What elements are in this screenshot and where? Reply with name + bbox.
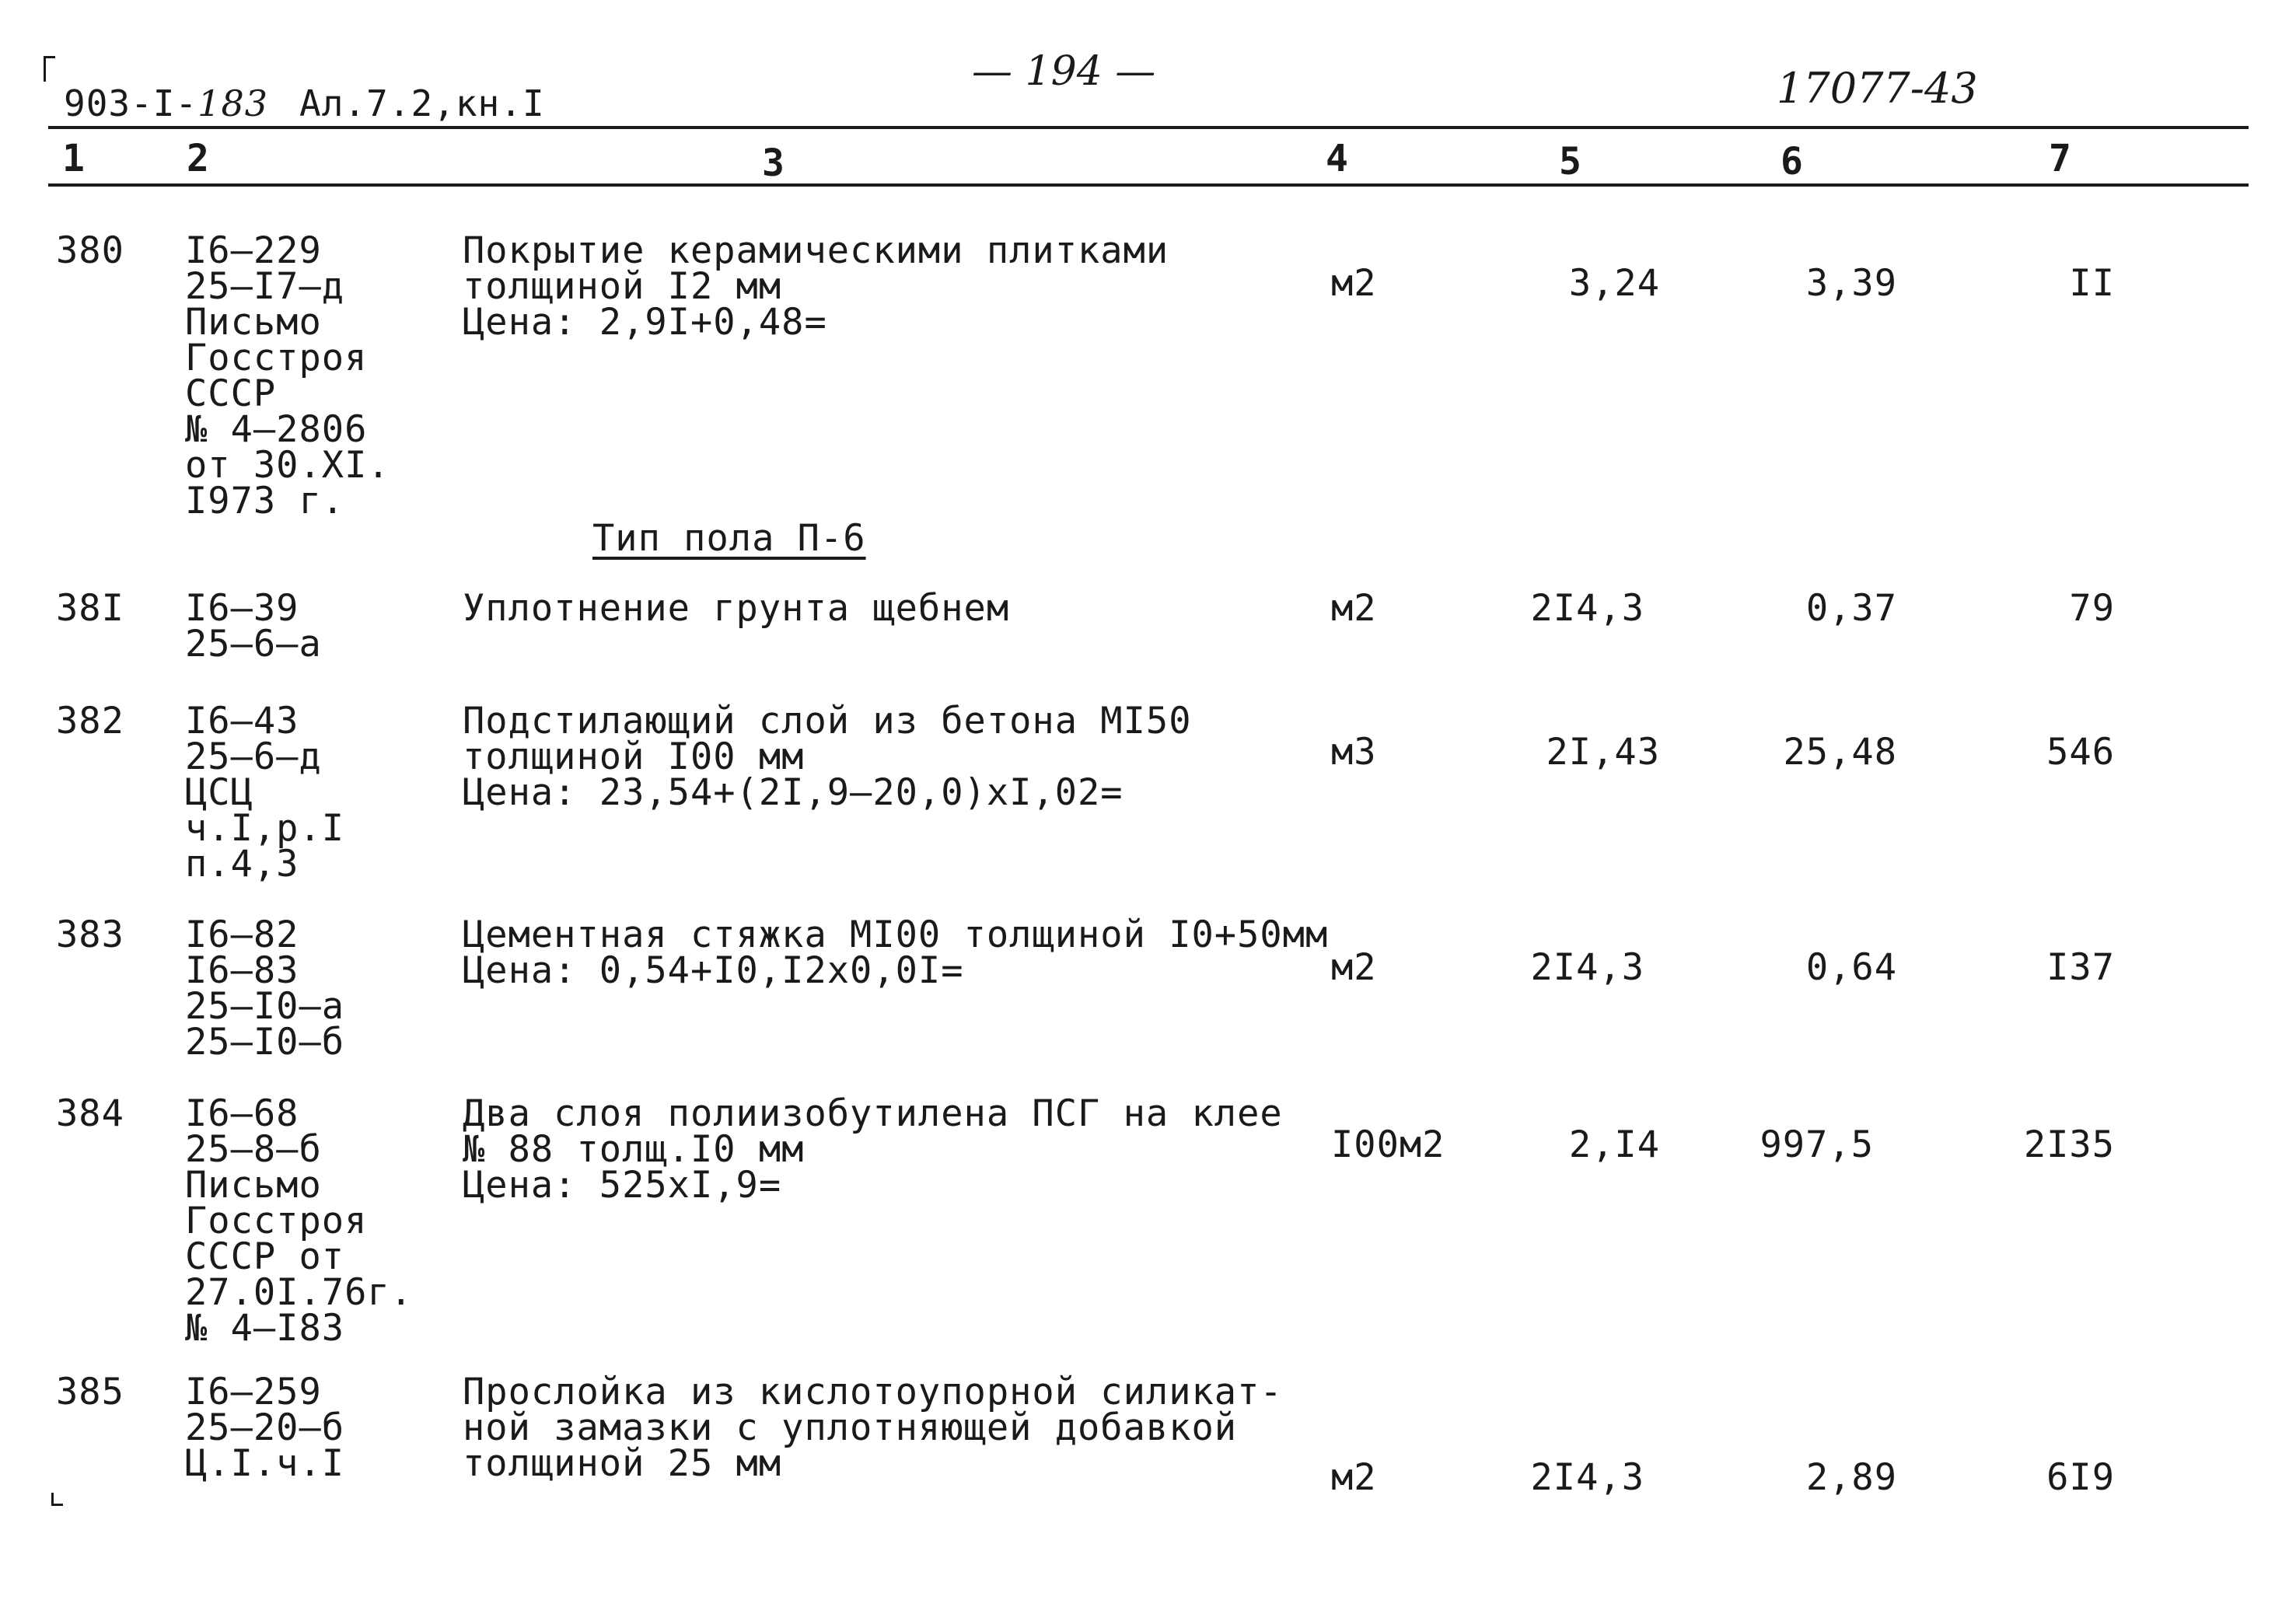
row-unit-price: 0,64	[1805, 946, 1897, 989]
row-quantity: 2I4,3	[1530, 946, 1644, 989]
col-num-6: 6	[1781, 140, 1803, 183]
row-unit-price: 2,89	[1805, 1456, 1897, 1499]
col-num-1: 1	[62, 137, 85, 180]
col-num-4: 4	[1326, 137, 1348, 180]
row-total: 79	[2069, 587, 2115, 630]
row-unit-price: 0,37	[1805, 587, 1897, 630]
row-unit: м2	[1331, 262, 1377, 305]
header-top-rule	[48, 126, 2249, 129]
row-number: 384	[56, 1092, 124, 1135]
doc-code-handwritten: 183	[197, 82, 268, 124]
row-unit-price: 25,48	[1783, 731, 1897, 774]
doc-code	[64, 82, 268, 124]
row-quantity: 2I4,3	[1530, 1456, 1644, 1499]
archive-number: 17077-43	[1777, 64, 1978, 113]
row-total: II	[2069, 262, 2115, 305]
section-title: Тип пола П-6	[592, 517, 866, 560]
row-unit-price: 997,5	[1760, 1123, 1874, 1166]
row-description: Подстилающий слой из бетона МI50 толщиной I00 мм Цена: 23,54+(2I,9–20,0)хI,02=	[463, 700, 1192, 814]
row-unit: м2	[1331, 587, 1377, 630]
row-code: I6–43 25–6–д ЦСЦ ч.I,р.I п.4,3	[185, 700, 345, 886]
row-unit: I00м2	[1331, 1123, 1445, 1166]
page-number: — 194 —	[972, 48, 1156, 95]
bottom-left-corner-mark	[51, 1493, 63, 1506]
row-total: 6I9	[2046, 1456, 2115, 1499]
top-left-corner-mark	[44, 56, 55, 82]
row-number: 38I	[56, 587, 124, 630]
row-description: Уплотнение грунта щебнем	[463, 587, 1010, 630]
row-number: 382	[56, 700, 124, 742]
row-code: I6–259 25–20–б Ц.I.ч.I	[185, 1371, 345, 1485]
row-number: 383	[56, 914, 124, 956]
row-quantity: 2,I4	[1568, 1123, 1660, 1166]
row-quantity: 2I,43	[1546, 731, 1660, 774]
row-unit-price: 3,39	[1805, 262, 1897, 305]
row-unit: м2	[1331, 946, 1377, 989]
row-quantity: 3,24	[1568, 262, 1660, 305]
col-num-7: 7	[2049, 137, 2071, 180]
row-quantity: 2I4,3	[1530, 587, 1644, 630]
doc-code-printed: 903-I-	[64, 82, 198, 124]
row-code: I6–82 I6–83 25–I0–а 25–I0–б	[185, 914, 345, 1064]
row-total: I37	[2046, 946, 2115, 989]
row-total: 546	[2046, 731, 2115, 774]
row-unit: м2	[1331, 1456, 1377, 1499]
row-code: I6–39 25–6–а	[185, 587, 322, 666]
header-bottom-rule	[48, 183, 2249, 187]
col-num-5: 5	[1559, 140, 1581, 183]
row-unit: м3	[1331, 731, 1377, 774]
row-description: Покрытие керамическими плитками толщиной I2 мм Цена: 2,9I+0,48=	[463, 229, 1169, 344]
col-num-2: 2	[187, 137, 209, 180]
row-code: I6–68 25–8–б Письмо Госстроя СССР от 27.0I.76г. № 4–I83	[185, 1092, 413, 1350]
row-description: Два слоя полиизобутилена ПСГ на клее № 88 толщ.I0 мм Цена: 525хI,9=	[463, 1092, 1283, 1207]
doc-album: Ал.7.2,кн.I	[299, 82, 545, 124]
row-code: I6–229 25–I7–д Письмо Госстроя СССР № 4–2806 от 30.XI. I973 г.	[185, 229, 390, 522]
row-total: 2I35	[2023, 1123, 2115, 1166]
row-number: 385	[56, 1371, 124, 1413]
row-description: Цементная стяжка МI00 толщиной I0+50мм Цена: 0,54+I0,I2х0,0I=	[463, 914, 1329, 992]
row-number: 380	[56, 229, 124, 272]
row-description: Прослойка из кислотоупорной силикат- ной замазки с уплотняющей добавкой толщиной 25 мм	[463, 1371, 1283, 1485]
col-num-3: 3	[762, 141, 785, 185]
